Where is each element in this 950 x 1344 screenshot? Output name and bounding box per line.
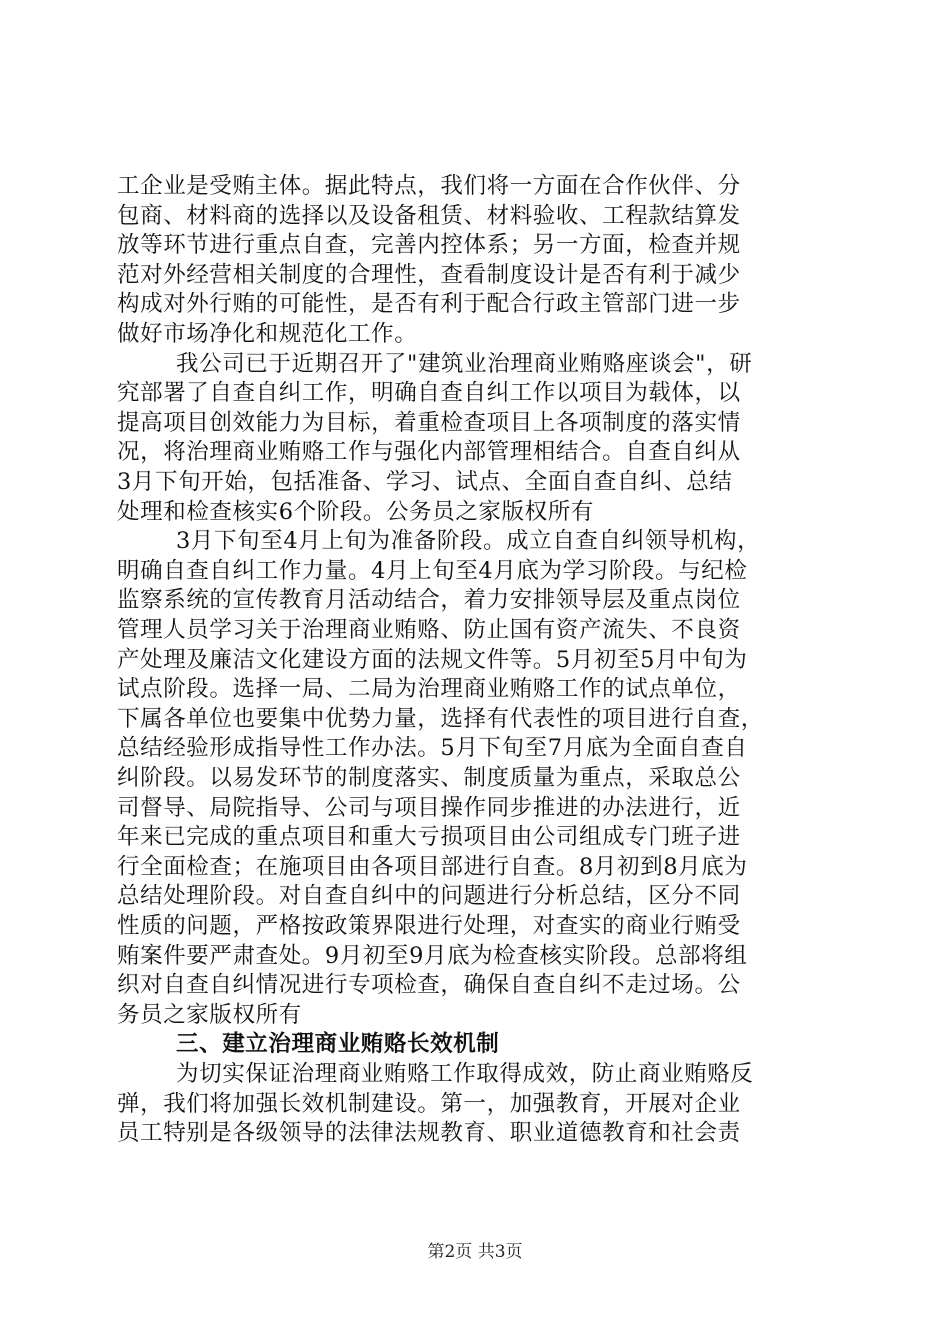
text-line: 包商、材料商的选择以及设备租赁、材料验收、工程款结算发 <box>117 202 741 229</box>
paragraph-first-line: 3月下旬至4月上旬为准备阶段。成立自查自纠领导机构， <box>176 528 761 555</box>
text-line: 行全面检查；在施项目由各项目部进行自查。8月初到8月底为 <box>117 853 748 880</box>
text-line: 试点阶段。选择一局、二局为治理商业贿赂工作的试点单位， <box>117 676 741 703</box>
text-line: 下属各单位也要集中优势力量，选择有代表性的项目进行自查， <box>117 705 764 732</box>
text-line: 纠阶段。以易发环节的制度落实、制度质量为重点，采取总公 <box>117 765 741 791</box>
paragraph-first-line: 我公司已于近期召开了"建筑业治理商业贿赂座谈会"，研 <box>176 350 753 377</box>
text-line: 工企业是受贿主体。据此特点，我们将一方面在合作伙伴、分 <box>117 173 741 199</box>
text-line: 构成对外行贿的可能性，是否有利于配合行政主管部门进一步 <box>117 291 741 318</box>
text-line: 性质的问题，严格按政策界限进行处理，对查实的商业行贿受 <box>117 913 741 939</box>
text-line: 究部署了自查自纠工作，明确自查自纠工作以项目为载体，以 <box>117 380 741 407</box>
page-footer: 第2页 共3页 <box>427 1242 523 1262</box>
text-line: 放等环节进行重点自查，完善内控体系；另一方面，检查并规 <box>117 232 741 259</box>
text-line: 弹，我们将加强长效机制建设。第一，加强教育，开展对企业 <box>117 1090 741 1117</box>
text-line: 提高项目创效能力为目标，着重检查项目上各项制度的落实情 <box>117 409 741 436</box>
text-line: 3月下旬开始，包括准备、学习、试点、全面自查自纠、总结 <box>117 469 733 495</box>
text-line: 产处理及廉洁文化建设方面的法规文件等。5月初至5月中旬为 <box>117 646 748 673</box>
text-line: 处理和检查核实6个阶段。公务员之家版权所有 <box>117 498 594 525</box>
text-line: 总结经验形成指导性工作办法。5月下旬至7月底为全面自查自 <box>117 735 748 762</box>
text-line: 贿案件要严肃查处。9月初至9月底为检查核实阶段。总部将组 <box>117 942 748 969</box>
paragraph-first-line: 为切实保证治理商业贿赂工作取得成效，防止商业贿赂反 <box>176 1061 754 1087</box>
section-heading: 三、建立治理商业贿赂长效机制 <box>176 1031 500 1058</box>
text-line: 司督导、局院指导、公司与项目操作同步推进的办法进行，近 <box>117 794 741 821</box>
text-line: 务员之家版权所有 <box>117 1001 302 1028</box>
text-line: 范对外经营相关制度的合理性，查看制度设计是否有利于减少 <box>117 261 741 288</box>
text-line: 员工特别是各级领导的法律法规教育、职业道德教育和社会责 <box>117 1120 741 1147</box>
text-line: 总结处理阶段。对自查自纠中的问题进行分析总结，区分不同 <box>117 883 741 910</box>
text-line: 明确自查自纠工作力量。4月上旬至4月底为学习阶段。与纪检 <box>117 557 748 584</box>
text-line: 年来已完成的重点项目和重大亏损项目由公司组成专门班子进 <box>117 824 741 851</box>
text-line: 织对自查自纠情况进行专项检查，确保自查自纠不走过场。公 <box>117 972 741 999</box>
text-line: 做好市场净化和规范化工作。 <box>117 321 418 347</box>
text-line: 况，将治理商业贿赂工作与强化内部管理相结合。自查自纠从 <box>117 439 741 466</box>
text-line: 管理人员学习关于治理商业贿赂、防止国有资产流失、不良资 <box>117 617 741 643</box>
text-line: 监察系统的宣传教育月活动结合，着力安排领导层及重点岗位 <box>117 587 741 614</box>
